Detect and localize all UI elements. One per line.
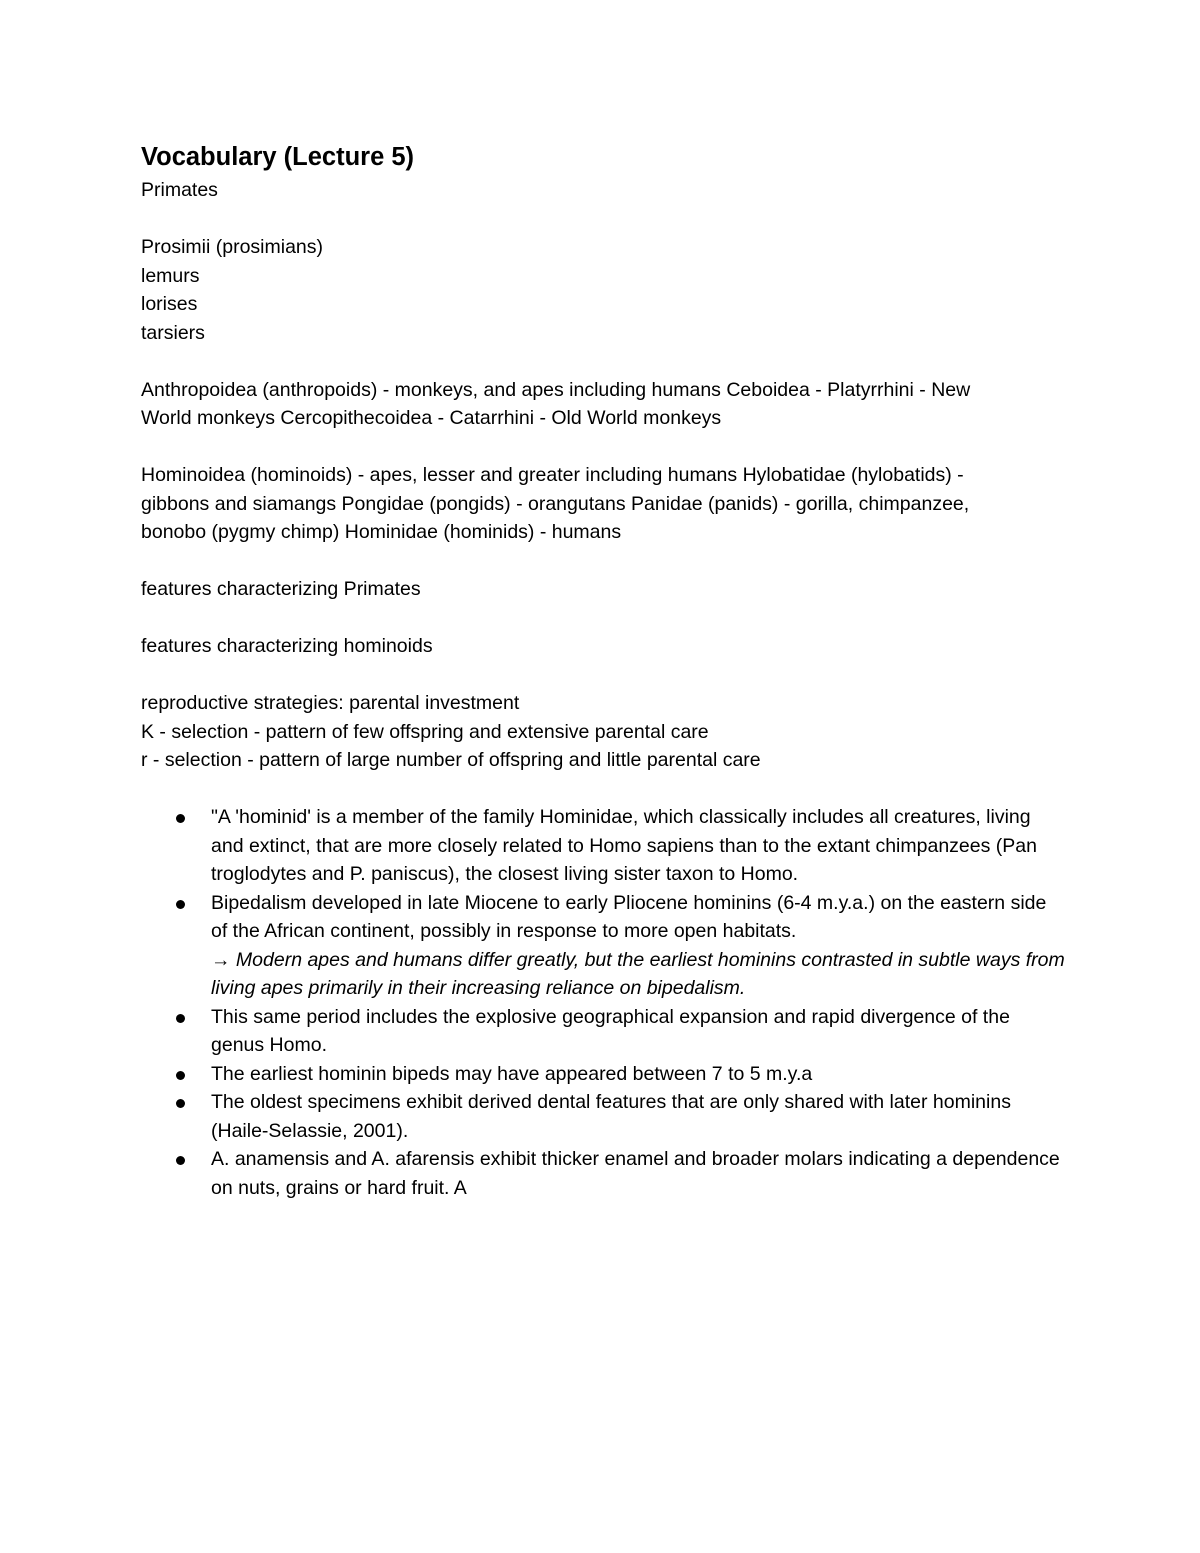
hominoidea-line-2: gibbons and siamangs Pongidae (pongids) - orangutans Panidae (panids) - gorilla, chimpanzee,	[141, 492, 970, 515]
bullet-text: "A 'hominid' is a member of the family Hominidae, which classically includes all creatures, living and extinct, that are more closely related to Homo sapiens than to the extant chimpanzees (Pan troglodytes and P. paniscus), the closest living sister taxon to Homo.	[211, 806, 1037, 885]
features-hominoids: features characterizing hominoids	[141, 635, 433, 657]
bullet-item	[211, 1060, 1066, 1089]
bullet-item	[211, 1145, 1066, 1202]
reproductive-heading: reproductive strategies: parental investment	[141, 692, 520, 714]
spacer	[141, 661, 1066, 690]
document-page	[141, 140, 1066, 1202]
spacer	[141, 775, 1066, 804]
bullet-dot-icon	[176, 1156, 185, 1165]
hominoidea-line-3: bonobo (pygmy chimp) Hominidae (hominids) - humans	[141, 521, 622, 543]
bullet-dot-icon	[176, 1014, 185, 1023]
anthropoidea-line-2: World monkeys Cercopithecoidea - Catarrhini - Old World monkeys	[141, 407, 722, 429]
bullet-item	[211, 1088, 1066, 1145]
bullet-dot-icon	[176, 1071, 185, 1080]
bullet-list	[141, 803, 1066, 1202]
bullet-item	[211, 889, 1066, 1003]
spacer	[141, 205, 1066, 234]
bullet-text: Bipedalism developed in late Miocene to early Pliocene hominins (6-4 m.y.a.) on the eastern side of the African continent, possibly in response to more open habitats.	[211, 891, 1047, 942]
spacer	[141, 433, 1066, 462]
features-primates: features characterizing Primates	[141, 578, 421, 600]
r-selection: r - selection - pattern of large number of offspring and little parental care	[141, 749, 761, 771]
document-title: Vocabulary (Lecture 5)	[141, 143, 415, 171]
bullet-item	[211, 803, 1066, 889]
bullet-dot-icon	[176, 814, 185, 823]
bullet-item	[211, 1003, 1066, 1060]
anthropoidea-line-1: Anthropoidea (anthropoids) - monkeys, and apes including humans Ceboidea - Platyrrhini - New	[141, 378, 971, 401]
bullet-emphasis: → Modern apes and humans differ greatly, but the earliest hominins contrasted in subtle ways from living apes primarily in their increasing reliance on bipedalism.	[211, 948, 1065, 999]
bullet-dot-icon	[176, 1099, 185, 1108]
spacer	[141, 347, 1066, 376]
prosimii-heading: Prosimii (prosimians)	[141, 236, 324, 258]
bullet-dot-icon	[176, 900, 185, 909]
bullet-text: This same period includes the explosive geographical expansion and rapid divergence of the genus Homo.	[211, 1005, 1010, 1056]
spacer	[141, 547, 1066, 576]
bullet-text: The oldest specimens exhibit derived dental features that are only shared with later hominins (Haile-Selassie, 2001).	[211, 1091, 1011, 1142]
prosimii-item-tarsiers: tarsiers	[141, 321, 205, 344]
k-selection: K - selection - pattern of few offspring and extensive parental care	[141, 720, 709, 743]
prosimii-item-lemurs: lemurs	[141, 264, 200, 287]
hominoidea-line-1: Hominoidea (hominoids) - apes, lesser and greater including humans Hylobatidae (hylobatids) -	[141, 464, 964, 486]
bullet-text: A. anamensis and A. afarensis exhibit thicker enamel and broader molars indicating a dependence on nuts, grains or hard fruit. A	[211, 1148, 1060, 1199]
prosimii-item-lorises: lorises	[141, 293, 198, 315]
spacer	[141, 604, 1066, 633]
primates-heading: Primates	[141, 179, 218, 201]
bullet-text: The earliest hominin bipeds may have appeared between 7 to 5 m.y.a	[211, 1062, 813, 1085]
